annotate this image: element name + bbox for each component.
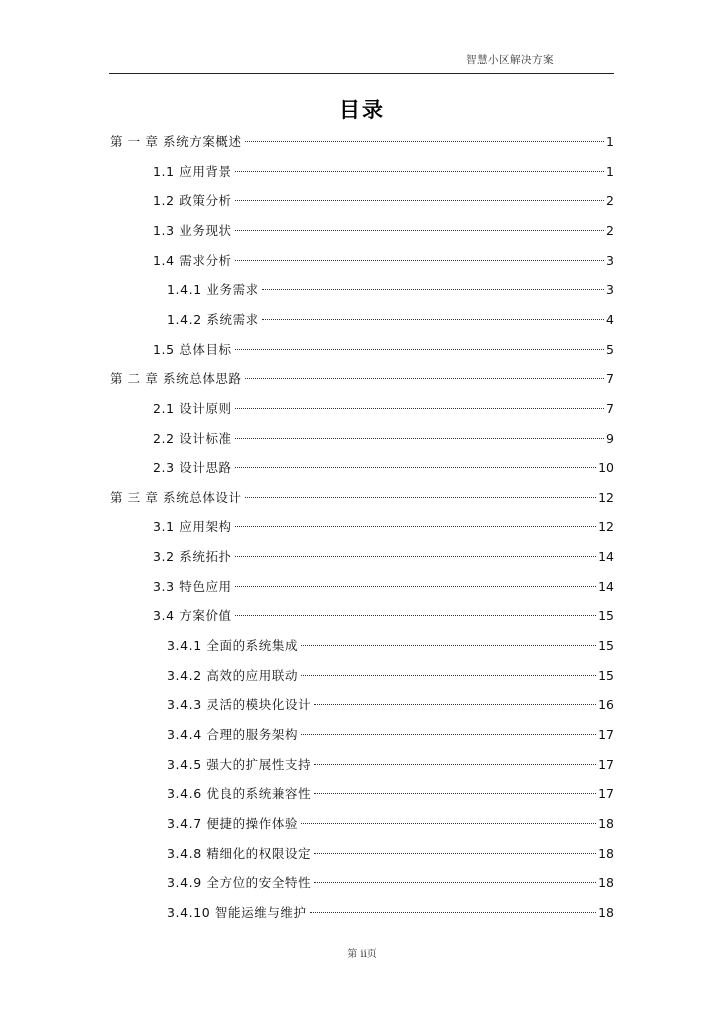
toc-entry-label: 3.4.2 高效的应用联动 bbox=[167, 667, 299, 683]
toc-entry-page: 14 bbox=[598, 549, 614, 565]
toc-entry[interactable] bbox=[167, 902, 614, 924]
toc-entry[interactable] bbox=[167, 813, 614, 835]
toc-entry[interactable] bbox=[153, 428, 614, 450]
toc-entry[interactable] bbox=[153, 250, 614, 272]
toc-entry-page: 2 bbox=[606, 193, 614, 209]
toc-entry-page: 18 bbox=[598, 845, 614, 861]
toc-title: 目录 bbox=[339, 98, 385, 122]
toc-entry-label: 第 二 章 系统总体思路 bbox=[110, 371, 242, 387]
toc-entry-label: 3.4 方案价值 bbox=[153, 608, 232, 624]
toc-leader-dots bbox=[262, 319, 604, 320]
toc-entry-label: 第 三 章 系统总体设计 bbox=[110, 489, 242, 505]
toc-entry[interactable] bbox=[153, 190, 614, 212]
toc-entry-page: 2 bbox=[606, 222, 614, 238]
toc-entry-label: 2.3 设计思路 bbox=[153, 460, 232, 476]
toc-entry[interactable] bbox=[153, 546, 614, 568]
toc-entry-page: 1 bbox=[606, 134, 614, 149]
toc-entry[interactable] bbox=[167, 635, 614, 657]
toc-entry-label: 3.4.4 合理的服务架构 bbox=[167, 727, 299, 742]
toc-entry-label: 1.1 应用背景 bbox=[153, 163, 232, 179]
toc-entry-page: 1 bbox=[606, 163, 614, 179]
toc-leader-dots bbox=[310, 912, 596, 913]
toc-entry-page: 3 bbox=[606, 282, 614, 298]
toc-entry[interactable] bbox=[153, 339, 614, 361]
toc-entry-label: 3.4.8 精细化的权限设定 bbox=[167, 845, 312, 861]
toc-entry-label: 1.4 需求分析 bbox=[153, 252, 232, 268]
toc-entry-page: 10 bbox=[598, 460, 614, 476]
toc-entry-label: 3.4.7 便捷的操作体验 bbox=[167, 815, 299, 831]
toc-entry-page: 9 bbox=[606, 430, 614, 446]
toc-leader-dots bbox=[245, 141, 604, 142]
toc-entry[interactable] bbox=[167, 843, 614, 865]
toc-leader-dots bbox=[301, 823, 596, 824]
toc-entry[interactable] bbox=[110, 368, 614, 390]
header-divider bbox=[109, 73, 614, 74]
header-doc-title: 智慧小区解决方案 bbox=[466, 54, 554, 66]
toc-leader-dots bbox=[235, 438, 604, 439]
toc-entry[interactable] bbox=[167, 279, 614, 301]
toc-entry-label: 3.4.10 智能运维与维护 bbox=[167, 904, 307, 920]
toc-leader-dots bbox=[235, 408, 604, 409]
toc-entry-label: 3.3 特色应用 bbox=[153, 578, 232, 594]
toc-entry-page: 17 bbox=[598, 727, 614, 742]
toc-entry[interactable] bbox=[167, 724, 614, 746]
toc-entry[interactable] bbox=[167, 872, 614, 894]
toc-leader-dots bbox=[314, 793, 596, 794]
toc-leader-dots bbox=[235, 200, 604, 201]
toc-leader-dots bbox=[235, 526, 596, 527]
toc-entry-label: 1.3 业务现状 bbox=[153, 222, 232, 238]
toc-entry-label: 3.4.1 全面的系统集成 bbox=[167, 638, 299, 654]
toc-entry[interactable] bbox=[167, 754, 614, 776]
toc-entry-page: 14 bbox=[598, 578, 614, 594]
page-header bbox=[0, 52, 724, 66]
toc-leader-dots bbox=[262, 289, 604, 290]
toc-entry-label: 2.1 设计原则 bbox=[153, 400, 232, 416]
toc-entry-label: 2.2 设计标准 bbox=[153, 430, 232, 446]
toc-entry-page: 12 bbox=[598, 489, 614, 505]
toc-leader-dots bbox=[314, 882, 596, 883]
toc-entry-label: 3.4.9 全方位的安全特性 bbox=[167, 875, 312, 891]
toc-entry[interactable] bbox=[153, 516, 614, 538]
toc-leader-dots bbox=[235, 349, 604, 350]
toc-entry[interactable] bbox=[153, 605, 614, 627]
toc-leader-dots bbox=[301, 645, 596, 646]
toc-entry[interactable] bbox=[153, 398, 614, 420]
toc-entry[interactable] bbox=[110, 131, 614, 153]
toc-entry[interactable] bbox=[153, 220, 614, 242]
toc-entry-label: 1.4.2 系统需求 bbox=[167, 311, 259, 327]
toc-entry[interactable] bbox=[153, 457, 614, 479]
toc-entry-page: 18 bbox=[598, 875, 614, 891]
toc-leader-dots bbox=[314, 704, 596, 705]
toc-entry-label: 1.2 政策分析 bbox=[153, 193, 232, 209]
toc-entry-page: 15 bbox=[598, 608, 614, 624]
toc-entry[interactable] bbox=[110, 487, 614, 509]
toc-entry-page: 18 bbox=[598, 815, 614, 831]
toc-entry-page: 7 bbox=[606, 371, 614, 387]
toc-entry-page: 15 bbox=[598, 638, 614, 654]
toc-entry-label: 3.4.3 灵活的模块化设计 bbox=[167, 697, 312, 713]
toc-entry-label: 3.4.5 强大的扩展性支持 bbox=[167, 756, 312, 772]
toc-entry[interactable] bbox=[167, 694, 614, 716]
toc-leader-dots bbox=[235, 230, 604, 231]
toc-leader-dots bbox=[235, 556, 596, 557]
toc-entry-label: 1.5 总体目标 bbox=[153, 341, 232, 357]
toc-entry-page: 5 bbox=[606, 341, 614, 357]
toc-entry-page: 17 bbox=[598, 786, 614, 802]
toc-entry-page: 7 bbox=[606, 400, 614, 416]
toc-leader-dots bbox=[235, 260, 604, 261]
toc-entry-label: 1.4.1 业务需求 bbox=[167, 282, 259, 298]
toc-leader-dots bbox=[235, 586, 596, 587]
toc-leader-dots bbox=[314, 853, 596, 854]
toc-entry[interactable] bbox=[167, 309, 614, 331]
toc-entry-page: 16 bbox=[598, 697, 614, 713]
toc-leader-dots bbox=[245, 378, 604, 379]
toc-entry-label: 3.4.6 优良的系统兼容性 bbox=[167, 786, 312, 802]
toc-entry-page: 18 bbox=[598, 904, 614, 920]
toc-entry-label: 3.2 系统拓扑 bbox=[153, 549, 232, 565]
toc-entry[interactable] bbox=[153, 161, 614, 183]
toc-leader-dots bbox=[301, 675, 596, 676]
toc-entry-page: 4 bbox=[606, 311, 614, 327]
toc-entry-page: 3 bbox=[606, 252, 614, 268]
toc-entry-page: 12 bbox=[598, 519, 614, 535]
toc-leader-dots bbox=[235, 467, 596, 468]
toc-entry-page: 17 bbox=[598, 756, 614, 772]
toc-entry-page: 15 bbox=[598, 667, 614, 683]
toc-entry[interactable] bbox=[167, 665, 614, 687]
toc-leader-dots bbox=[235, 171, 604, 172]
page-number: 第 ii页 bbox=[347, 949, 377, 960]
toc-entry[interactable] bbox=[167, 783, 614, 805]
toc-entry-label: 第 一 章 系统方案概述 bbox=[110, 134, 242, 149]
toc-leader-dots bbox=[301, 734, 596, 735]
toc-leader-dots bbox=[245, 497, 596, 498]
toc-leader-dots bbox=[235, 615, 596, 616]
toc-entry[interactable] bbox=[153, 576, 614, 598]
toc-leader-dots bbox=[314, 764, 596, 765]
toc-entry-label: 3.1 应用架构 bbox=[153, 519, 232, 535]
